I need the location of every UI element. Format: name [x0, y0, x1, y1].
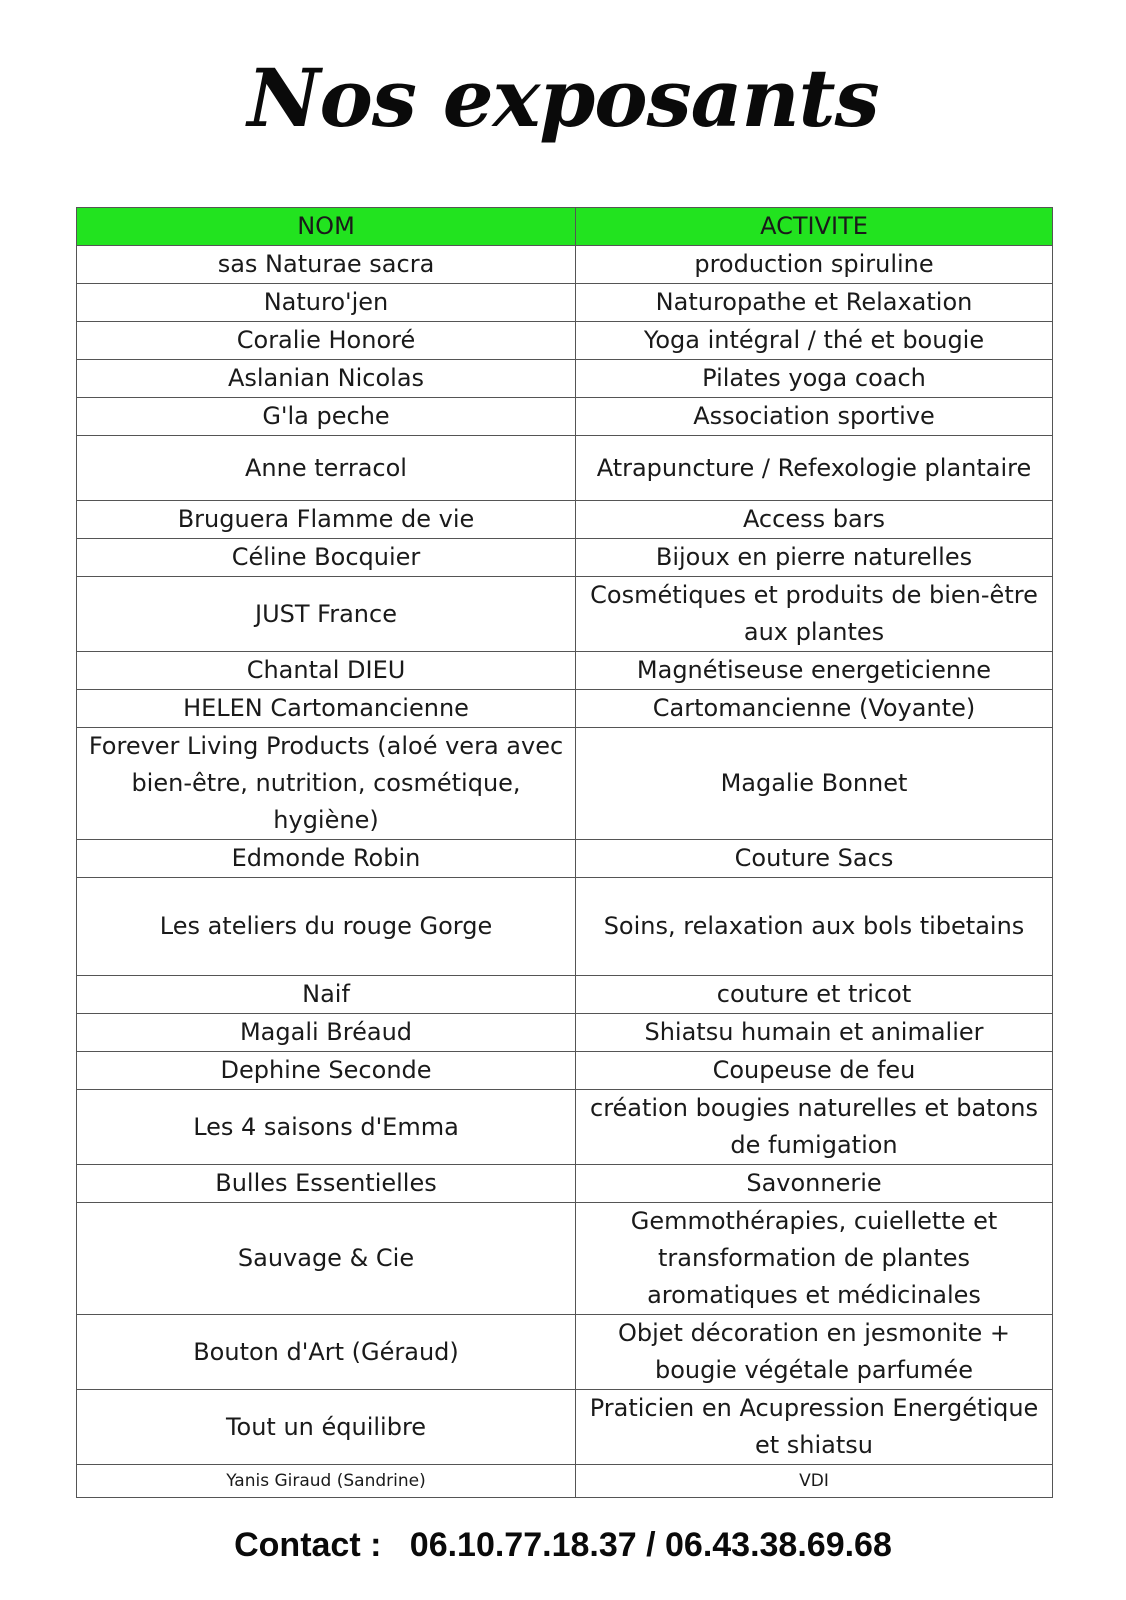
table-row	[77, 1090, 1053, 1165]
exhibitor-activity: Couture Sacs	[576, 840, 1053, 878]
exhibitor-name: Tout un équilibre	[77, 1390, 576, 1465]
exhibitor-activity: VDI	[576, 1465, 1053, 1498]
exhibitor-activity: couture et tricot	[576, 976, 1053, 1014]
table-row	[77, 1203, 1053, 1315]
table-row	[77, 398, 1053, 436]
column-header-name: NOM	[77, 208, 576, 246]
exhibitors-table	[76, 207, 1053, 1498]
contact-line	[0, 1520, 1126, 1570]
table-row	[77, 501, 1053, 539]
page-title: Nos exposants	[247, 51, 879, 145]
exhibitor-name: sas Naturae sacra	[77, 246, 576, 284]
exhibitor-activity: Savonnerie	[576, 1165, 1053, 1203]
exhibitor-name: HELEN Cartomancienne	[77, 690, 576, 728]
table-row	[77, 1165, 1053, 1203]
exhibitor-name: Naif	[77, 976, 576, 1014]
table-row	[77, 284, 1053, 322]
exhibitor-name: Edmonde Robin	[77, 840, 576, 878]
exhibitor-activity: Bijoux en pierre naturelles	[576, 539, 1053, 577]
table-row	[77, 652, 1053, 690]
exhibitor-activity: Magalie Bonnet	[576, 728, 1053, 840]
table-row	[77, 878, 1053, 976]
table-row	[77, 322, 1053, 360]
exhibitor-activity: Cartomancienne (Voyante)	[576, 690, 1053, 728]
table-row	[77, 1315, 1053, 1390]
table-row	[77, 728, 1053, 840]
exhibitor-activity: Gemmothérapies, cuiellette et transformation de plantes aromatiques et médicinales	[576, 1203, 1053, 1315]
exhibitor-name: Anne terracol	[77, 436, 576, 501]
exhibitor-activity: création bougies naturelles et batons de fumigation	[576, 1090, 1053, 1165]
exhibitor-activity: Cosmétiques et produits de bien-être aux plantes	[576, 577, 1053, 652]
exhibitor-name: Les 4 saisons d'Emma	[77, 1090, 576, 1165]
exhibitor-name: G'la peche	[77, 398, 576, 436]
table-row	[77, 1014, 1053, 1052]
exhibitor-name: Bruguera Flamme de vie	[77, 501, 576, 539]
exhibitor-name: Coralie Honoré	[77, 322, 576, 360]
table-row	[77, 976, 1053, 1014]
exhibitor-activity: Access bars	[576, 501, 1053, 539]
table-row	[77, 436, 1053, 501]
exhibitor-activity: Soins, relaxation aux bols tibetains	[576, 878, 1053, 976]
exhibitor-name: Forever Living Products (aloé vera avec bien-être, nutrition, cosmétique, hygiène)	[77, 728, 576, 840]
exhibitor-activity: Objet décoration en jesmonite + bougie végétale parfumée	[576, 1315, 1053, 1390]
exhibitor-activity: Yoga intégral / thé et bougie	[576, 322, 1053, 360]
exhibitor-name: Bouton d'Art (Géraud)	[77, 1315, 576, 1390]
exhibitor-name: Sauvage & Cie	[77, 1203, 576, 1315]
exhibitor-activity: Naturopathe et Relaxation	[576, 284, 1053, 322]
exhibitor-activity: production spiruline	[576, 246, 1053, 284]
exhibitor-activity: Association sportive	[576, 398, 1053, 436]
exhibitor-name: Magali Bréaud	[77, 1014, 576, 1052]
table-row	[77, 539, 1053, 577]
table-header-row	[77, 208, 1053, 246]
exhibitor-name: Aslanian Nicolas	[77, 360, 576, 398]
table-row	[77, 1052, 1053, 1090]
table-row	[77, 1390, 1053, 1465]
exhibitor-name: Les ateliers du rouge Gorge	[77, 878, 576, 976]
exhibitor-activity: Atrapuncture / Refexologie plantaire	[576, 436, 1053, 501]
table-row	[77, 577, 1053, 652]
table-row	[77, 360, 1053, 398]
table-row	[77, 246, 1053, 284]
exhibitor-activity: Praticien en Acupression Energétique et shiatsu	[576, 1390, 1053, 1465]
exhibitor-name: Chantal DIEU	[77, 652, 576, 690]
table-row	[77, 840, 1053, 878]
exhibitor-name: Naturo'jen	[77, 284, 576, 322]
exhibitor-activity: Shiatsu humain et animalier	[576, 1014, 1053, 1052]
exhibitor-activity: Coupeuse de feu	[576, 1052, 1053, 1090]
contact-label: Contact :	[234, 1526, 382, 1564]
contact-phones: 06.10.77.18.37 / 06.43.38.69.68	[409, 1526, 892, 1564]
exhibitor-name: Dephine Seconde	[77, 1052, 576, 1090]
exhibitor-activity: Magnétiseuse energeticienne	[576, 652, 1053, 690]
column-header-activity: ACTIVITE	[576, 208, 1053, 246]
table-row	[77, 690, 1053, 728]
exhibitor-name: Yanis Giraud (Sandrine)	[77, 1465, 576, 1498]
exhibitor-name: Bulles Essentielles	[77, 1165, 576, 1203]
table-row	[77, 1465, 1053, 1498]
exhibitor-name: Céline Bocquier	[77, 539, 576, 577]
exhibitor-activity: Pilates yoga coach	[576, 360, 1053, 398]
exhibitor-name: JUST France	[77, 577, 576, 652]
